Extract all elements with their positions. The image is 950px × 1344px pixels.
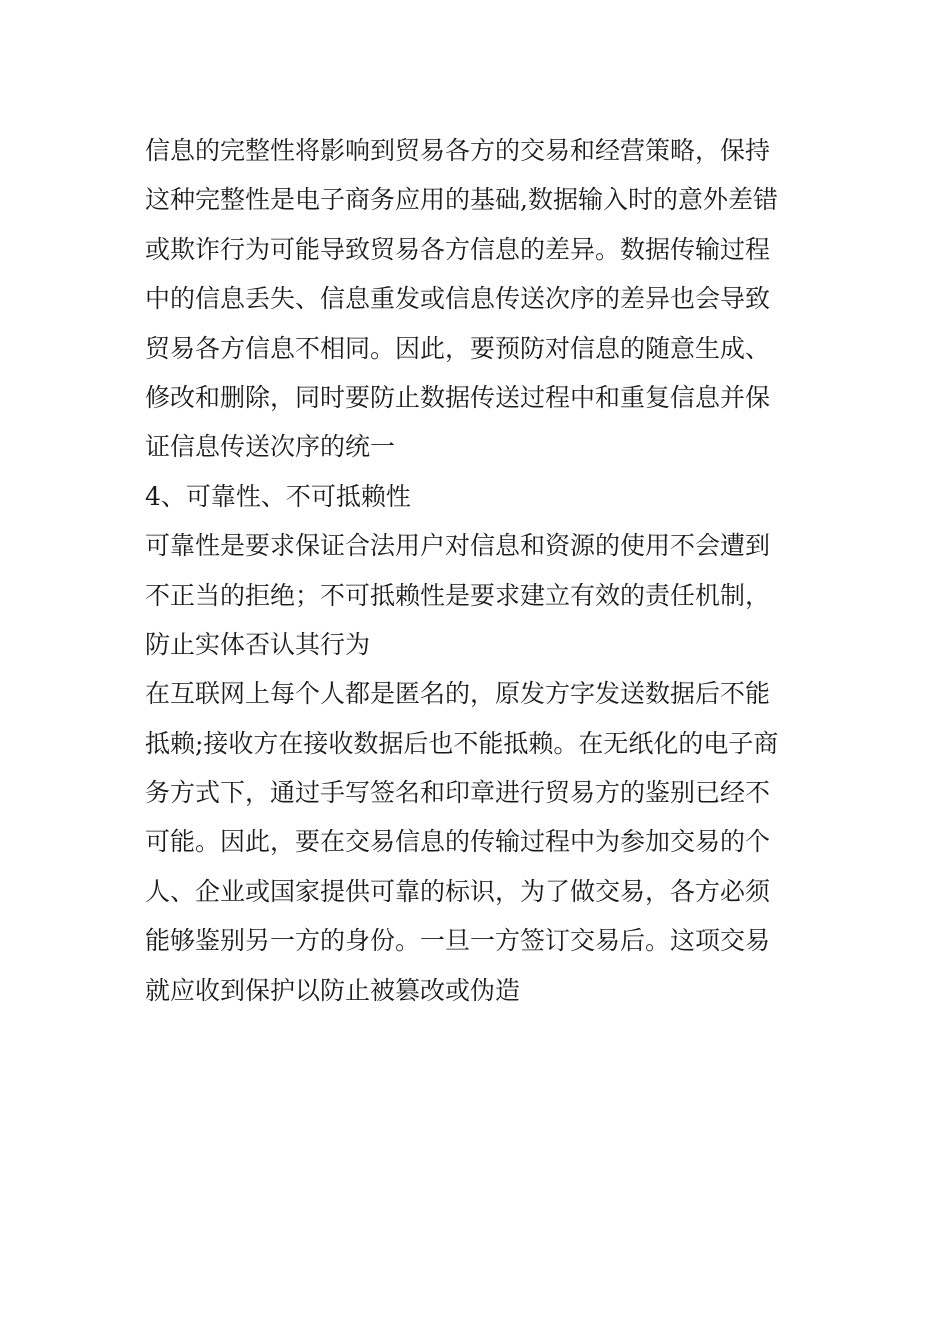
text-line: 在互联网上每个人都是匿名的，原发方字发送数据后不能 bbox=[145, 679, 771, 709]
text-line: 抵赖;接收方在接收数据后也不能抵赖。在无纸化的电子商 bbox=[145, 728, 779, 758]
text-line: 信息的完整性将影响到贸易各方的交易和经营策略，保持 bbox=[145, 136, 771, 165]
text-line: 证信息传送次序的统一 bbox=[145, 432, 396, 462]
text-line: 防止实体否认其行为 bbox=[145, 629, 371, 659]
document-body bbox=[145, 126, 810, 1015]
text-line: 务方式下，通过手写签名和印章进行贸易方的鉴别已经不 bbox=[145, 778, 771, 808]
text-line: 可靠性是要求保证合法用户对信息和资源的使用不会遭到 bbox=[145, 531, 771, 561]
text-line: 这种完整性是电子商务应用的基础,数据输入时的意外差错 bbox=[145, 185, 778, 215]
section-heading: 4、可靠性、不可抵赖性 bbox=[145, 481, 411, 511]
text-line: 能够鉴别另一方的身份。一旦一方签订交易后。这项交易 bbox=[145, 926, 771, 956]
text-line: 就应收到保护以防止被篡改或伪造 bbox=[145, 975, 521, 1005]
text-line: 中的信息丢失、信息重发或信息传送次序的差异也会导致 bbox=[145, 284, 771, 314]
text-line: 可能。因此，要在交易信息的传输过程中为参加交易的个 bbox=[145, 827, 771, 857]
text-line: 修改和删除，同时要防止数据传送过程中和重复信息并保 bbox=[145, 382, 771, 412]
text-line: 人、企业或国家提供可靠的标识，为了做交易，各方必须 bbox=[145, 876, 771, 906]
text-line: 贸易各方信息不相同。因此，要预防对信息的随意生成、 bbox=[145, 333, 771, 363]
text-line: 不正当的拒绝；不可抵赖性是要求建立有效的责任机制， bbox=[145, 580, 771, 610]
text-line: 或欺诈行为可能导致贸易各方信息的差异。数据传输过程 bbox=[145, 234, 771, 264]
